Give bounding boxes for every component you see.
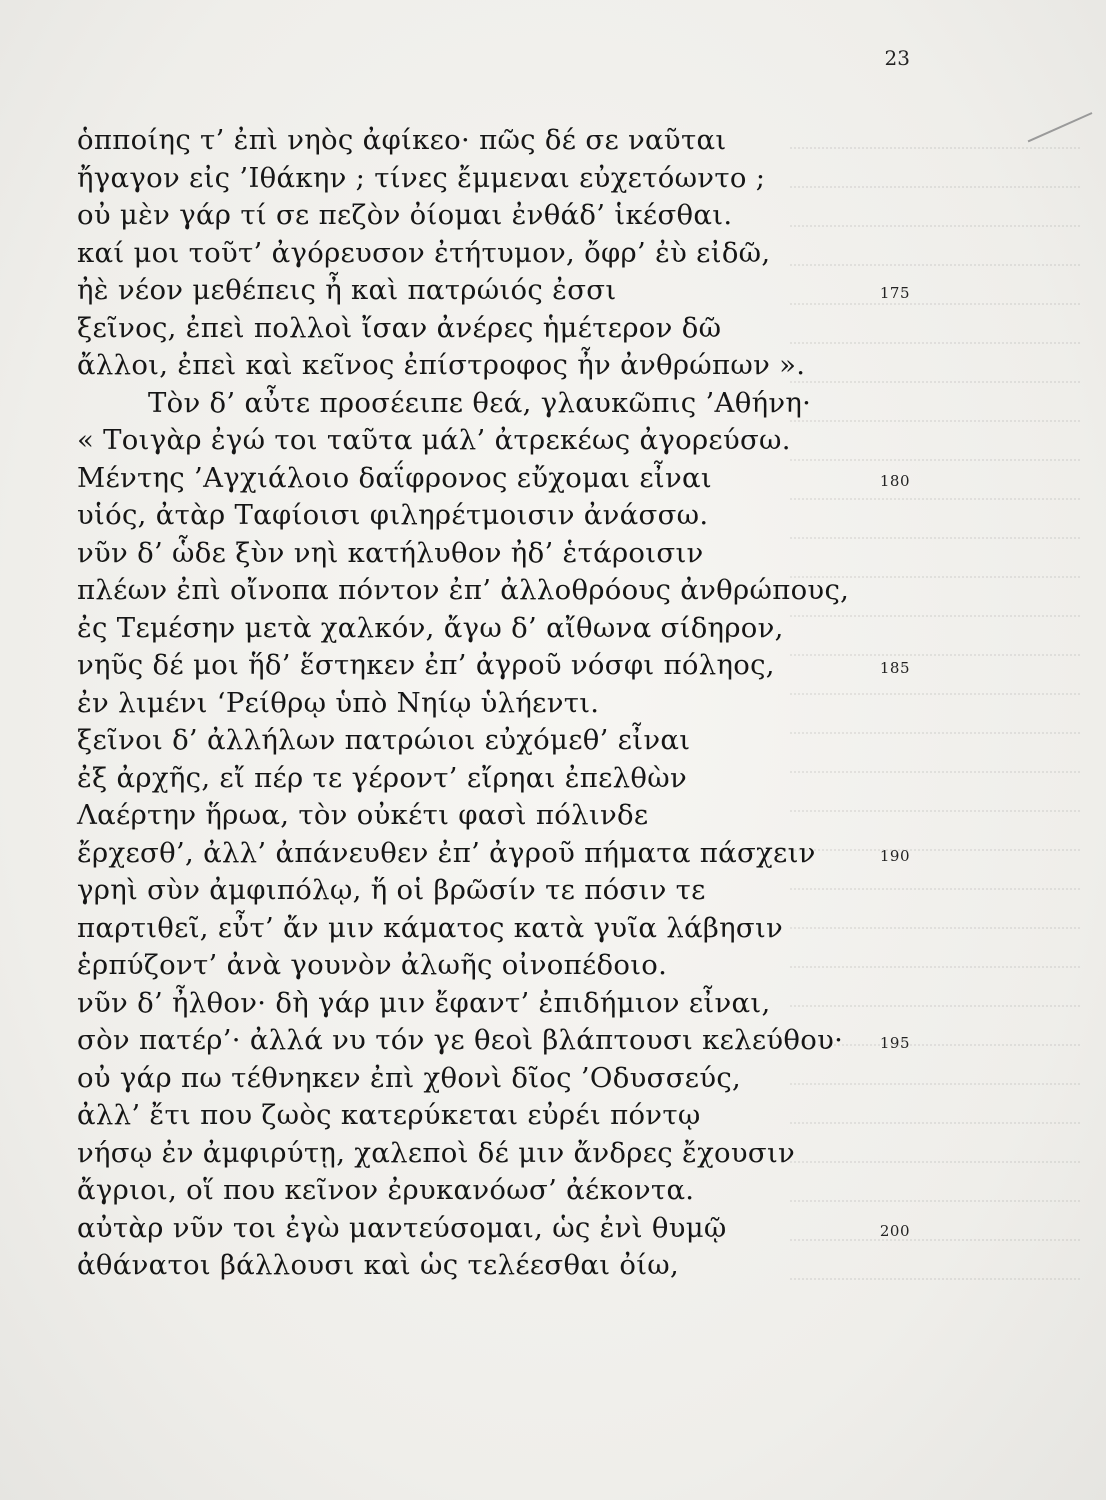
verse-line [0,422,1106,460]
verse-text: ξεῖνος, ἐπεὶ πολλοὶ ἴσαν ἀνέρες ἡμέτερον δῶ [77,311,722,344]
verse-line [0,497,1106,535]
verse-line [0,910,1106,948]
verse-line [0,272,1106,310]
verse-line [0,122,1106,160]
verse-line [0,385,1106,423]
verse-line [0,760,1106,798]
verse-text: ξεῖνοι δ’ ἀλλήλων πατρώιοι εὐχόμεθ’ εἶναι [77,724,691,756]
verse-text: ἔρχεσθ’, ἀλλ’ ἀπάνευθεν ἐπ’ ἀγροῦ πήματα πάσχειν [77,836,816,869]
verse-text: « Τοιγὰρ ἐγώ τοι ταῦτα μάλ’ ἀτρεκέως ἀγορεύσω. [77,424,791,456]
line-number: 175 [879,284,910,302]
verse-line [0,1247,1106,1285]
verse-line [0,1060,1106,1098]
verse-text: Μέντης ’Αγχιάλοιο δαΐφρονος εὔχομαι εἶναι [77,461,712,494]
verse-line [0,1210,1106,1248]
verse-text: Λαέρτην ἥρωα, τὸν οὐκέτι φασὶ πόλινδε [77,799,649,831]
verse-line [0,610,1106,648]
verse-text: αὐτὰρ νῦν τοι ἐγὼ μαντεύσομαι, ὡς ἐνὶ θυμῷ [77,1211,727,1244]
line-number: 195 [879,1034,910,1052]
verse-text: ἐν λιμένι ‘Ρείθρῳ ὑπὸ Νηίῳ ὑλήεντι. [77,686,600,719]
verse-text: ἐς Τεμέσην μετὰ χαλκόν, ἄγω δ’ αἴθωνα σίδηρον, [77,611,784,644]
verse-line [0,722,1106,760]
verse-text: νήσῳ ἐν ἀμφιρύτῃ, χαλεποὶ δέ μιν ἄνδρες ἔχουσιν [77,1136,796,1169]
verse-line [0,347,1106,385]
verse-text: ἑρπύζοντ’ ἀνὰ γουνὸν ἀλωῆς οἰνοπέδοιο. [77,949,668,981]
verse-line [0,797,1106,835]
verse-line [0,1022,1106,1060]
verse-text: νῦν δ’ ἦλθον· δὴ γάρ μιν ἔφαντ’ ἐπιδήμιον εἶναι, [77,986,771,1019]
line-number: 180 [879,471,910,490]
verse-line [0,1135,1106,1173]
verse-line [0,647,1106,685]
line-number: 200 [879,1221,910,1240]
verse-text: ἄλλοι, ἐπεὶ καὶ κεῖνος ἐπίστροφος ἦν ἀνθρώπων ». [77,349,806,381]
verse-line [0,235,1106,273]
verse-line [0,1172,1106,1210]
verse-text: παρτιθεῖ, εὖτ’ ἄν μιν κάματος κατὰ γυῖα λάβησιν [77,911,784,944]
verse-line [0,572,1106,610]
verse-line [0,310,1106,348]
line-number: 190 [879,846,910,865]
verse-block [0,122,1106,1285]
verse-line [0,872,1106,910]
verse-line [0,160,1106,198]
verse-line [0,460,1106,498]
verse-text: νηῦς δέ μοι ἥδ’ ἕστηκεν ἐπ’ ἀγροῦ νόσφι πόληος, [77,649,775,681]
verse-text: υἱός, ἀτὰρ Ταφίοισι φιληρέτμοισιν ἀνάσσω. [77,499,709,531]
verse-text: ἠὲ νέον μεθέπεις ἦ καὶ πατρώιός ἐσσι [77,274,617,306]
verse-line [0,947,1106,985]
verse-line [0,197,1106,235]
verse-text: ἐξ ἀρχῆς, εἴ πέρ τε γέροντ’ εἴρηαι ἐπελθὼν [77,761,687,794]
line-number: 185 [879,659,910,677]
verse-text: ὁπποίης τ’ ἐπὶ νηὸς ἀφίκεο· πῶς δέ σε ναῦται [77,124,727,156]
verse-line [0,835,1106,873]
page-number: 23 [884,46,910,70]
verse-text: οὐ μὲν γάρ τί σε πεζὸν ὀίομαι ἐνθάδ’ ἱκέσθαι. [77,199,733,231]
verse-text: ἀθάνατοι βάλλουσι καὶ ὡς τελέεσθαι ὀίω, [77,1249,680,1281]
verse-text: καί μοι τοῦτ’ ἀγόρευσον ἐτήτυμον, ὄφρ’ ἐὺ εἰδῶ, [77,236,771,269]
verse-text: γρηὶ σὺν ἀμφιπόλῳ, ἥ οἱ βρῶσίν τε πόσιν τε [77,874,706,906]
verse-line [0,685,1106,723]
verse-line [0,1097,1106,1135]
verse-text: ἤγαγον εἰς ’Ιθάκην ; τίνες ἔμμεναι εὐχετόωντο ; [77,161,766,194]
verse-text: οὐ γάρ πω τέθνηκεν ἐπὶ χθονὶ δῖος ’Οδυσσεύς, [77,1061,742,1094]
verse-text: σὸν πατέρ’· ἀλλά νυ τόν γε θεοὶ βλάπτουσι κελεύθου· [77,1024,844,1056]
verse-text: ἄγριοι, οἵ που κεῖνον ἐρυκανόωσ’ ἀέκοντα. [77,1174,695,1206]
verse-text: Τὸν δ’ αὖτε προσέειπε θεά, γλαυκῶπις ’Αθήνη· [148,386,812,419]
verse-text: πλέων ἐπὶ οἴνοπα πόντον ἐπ’ ἀλλοθρόους ἀνθρώπους, [77,574,850,606]
verse-line [0,535,1106,573]
verse-text: ἀλλ’ ἔτι που ζωὸς κατερύκεται εὐρέι πόντῳ [77,1099,701,1131]
verse-line [0,985,1106,1023]
verse-text: νῦν δ’ ὧδε ξὺν νηὶ κατήλυθον ἠδ’ ἑτάροισιν [77,536,704,569]
